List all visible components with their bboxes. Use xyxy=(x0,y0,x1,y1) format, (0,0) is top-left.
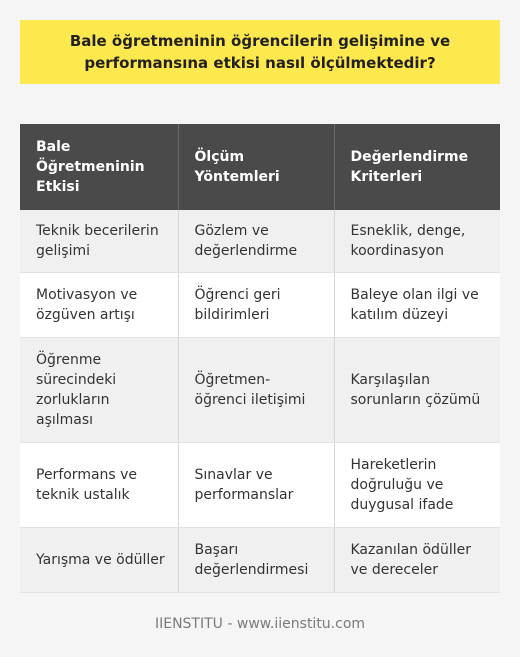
table-cell: Öğrenme sürecindeki zorlukların aşılması xyxy=(20,338,178,443)
table-cell: Öğretmen-öğrenci iletişimi xyxy=(178,338,334,443)
table-cell: Performans ve teknik ustalık xyxy=(20,443,178,528)
page-title: Bale öğretmeninin öğrencilerin gelişimine ve performansına etkisi nasıl ölçülmektedir? xyxy=(69,32,451,72)
table-row xyxy=(20,273,500,338)
table-cell: Gözlem ve değerlendirme xyxy=(178,210,334,273)
column-header-criteria: Değerlendirme Kriterleri xyxy=(334,124,500,210)
table-row xyxy=(20,528,500,593)
table-row xyxy=(20,338,500,443)
column-header-impact: Bale Öğretmeninin Etkisi xyxy=(20,124,178,210)
table-cell: Baleye olan ilgi ve katılım düzeyi xyxy=(334,273,500,338)
table-row xyxy=(20,210,500,273)
table-cell: Kazanılan ödüller ve dereceler xyxy=(334,528,500,593)
table-cell: Hareketlerin doğruluğu ve duygusal ifade xyxy=(334,443,500,528)
table-cell: Yarışma ve ödüller xyxy=(20,528,178,593)
table-cell: Sınavlar ve performanslar xyxy=(178,443,334,528)
table-cell: Karşılaşılan sorunların çözümü xyxy=(334,338,500,443)
table-cell: Esneklik, denge, koordinasyon xyxy=(334,210,500,273)
table-header-row xyxy=(20,124,500,210)
table-cell: Öğrenci geri bildirimleri xyxy=(178,273,334,338)
column-header-methods: Ölçüm Yöntemleri xyxy=(178,124,334,210)
title-banner xyxy=(20,20,500,84)
table-cell: Başarı değerlendirmesi xyxy=(178,528,334,593)
table-cell: Teknik becerilerin gelişimi xyxy=(20,210,178,273)
table-cell: Motivasyon ve özgüven artışı xyxy=(20,273,178,338)
data-table xyxy=(20,124,500,593)
footer-credit: IIENSTITU - www.iienstitu.com xyxy=(154,616,366,632)
table-row xyxy=(20,443,500,528)
